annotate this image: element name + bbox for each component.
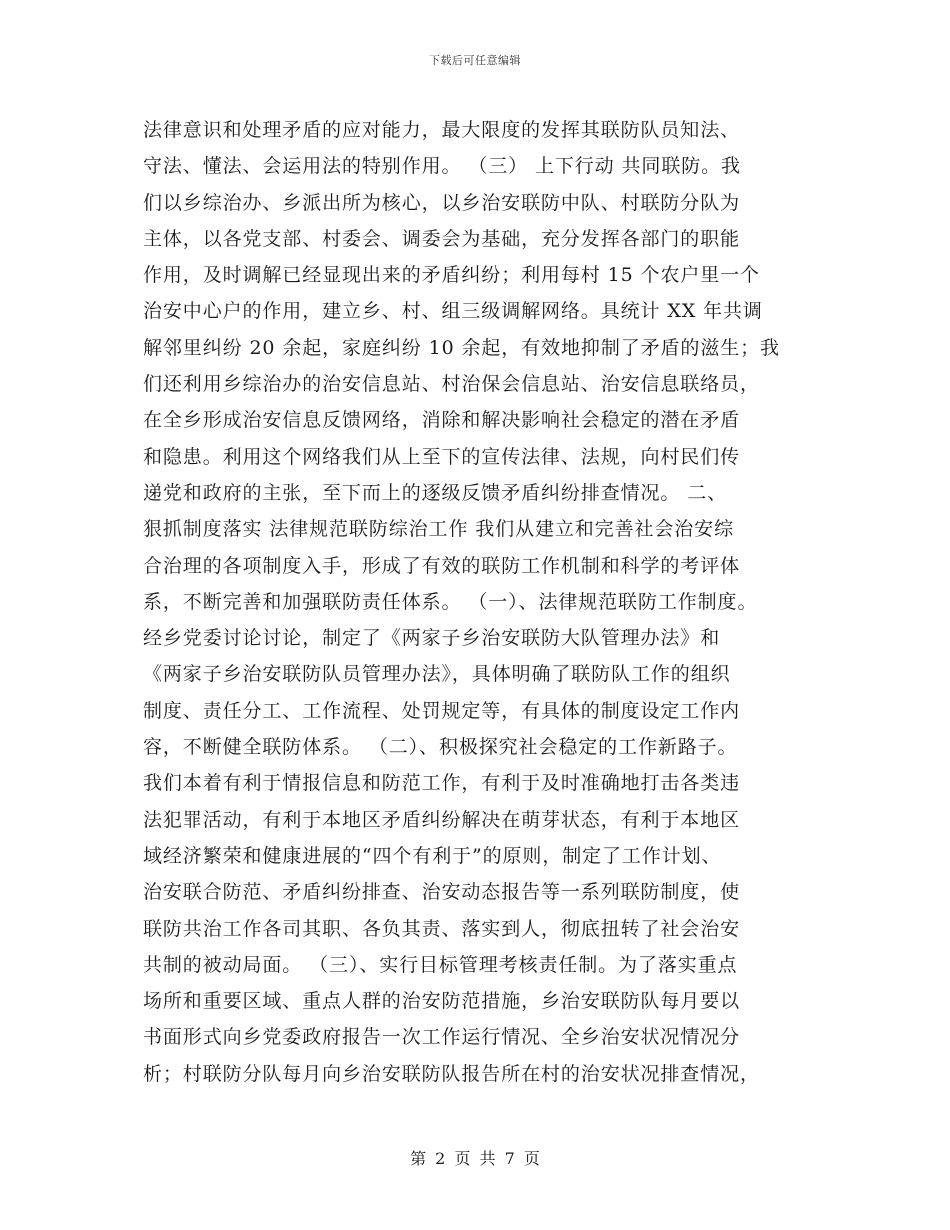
page-header: 下载后可任意编辑 — [429, 54, 521, 67]
text-line: 在全乡形成治安信息反馈网络，消除和解决影响社会稳定的潜在矛盾 — [143, 409, 741, 432]
text-line: 合治理的各项制度入手，形成了有效的联防工作机制和科学的考评体 — [143, 554, 741, 577]
text-line: 《两家子乡治安联防队员管理办法》，具体明确了联防队工作的组织 — [143, 663, 731, 686]
text-line: 狠抓制度落实 法律规范联防综治工作 我们从建立和完善社会治安综 — [143, 518, 734, 541]
text-line: 主体，以各党支部、村委会、调委会为基础，充分发挥各部门的职能 — [143, 227, 741, 250]
text-line: 系，不断完善和加强联防责任体系。 （一）、法律规范联防工作制度。 — [143, 590, 758, 613]
text-line: 联防共治工作各司其职、各负其责、落实到人，彻底扭转了社会治安 — [143, 917, 741, 940]
text-line: 作用，及时调解已经显现出来的矛盾纠纷；利用每村 15 个农户里一个 — [143, 264, 760, 287]
text-line: 共制的被动局面。 （三）、实行目标管理考核责任制。为了落实重点 — [143, 953, 738, 976]
text-line: 书面形式向乡党委政府报告一次工作运行情况、全乡治安状况情况分 — [143, 1026, 741, 1049]
page-number-footer: 第 2 页 共 7 页 — [410, 1149, 540, 1168]
document-body — [143, 112, 823, 1092]
text-line: 法犯罪活动，有利于本地区矛盾纠纷解决在萌芽状态，有利于本地区 — [143, 808, 741, 831]
text-line: 治安中心户的作用，建立乡、村、组三级调解网络。具统计 XX 年共调 — [143, 300, 763, 323]
text-line: 法律意识和处理矛盾的应对能力，最大限度的发挥其联防队员知法、 — [143, 119, 741, 141]
text-line: 域经济繁荣和健康进展的“四个有利于”的原则，制定了工作计划、 — [143, 844, 722, 867]
text-line: 们以乡综治办、乡派出所为核心，以乡治安联防中队、村联防分队为 — [143, 191, 741, 214]
text-line: 经乡党委讨论讨论，制定了《两家子乡治安联防大队管理办法》和 — [143, 627, 721, 650]
text-line: 析；村联防分队每月向乡治安联防队报告所在村的治安状况排查情况， — [143, 1062, 760, 1085]
text-line: 治安联合防范、矛盾纠纷排查、治安动态报告等一系列联防制度，使 — [143, 881, 741, 904]
text-line: 守法、懂法、会运用法的特别作用。 （三） 上下行动 共同联防。我 — [143, 155, 741, 178]
text-line: 容，不断健全联防体系。 （二）、积极探究社会稳定的工作新路子。 — [143, 736, 738, 759]
text-line: 和隐患。利用这个网络我们从上至下的宣传法律、法规，向村民们传 — [143, 445, 741, 468]
text-line: 制度、责任分工、工作流程、处罚规定等，有具体的制度设定工作内 — [143, 699, 741, 722]
text-line: 场所和重要区域、重点人群的治安防范措施，乡治安联防队每月要以 — [143, 990, 741, 1013]
text-line: 递党和政府的主张，至下而上的逐级反馈矛盾纠纷排查情况。 二、 — [143, 481, 728, 504]
text-line: 解邻里纠纷 20 余起，家庭纠纷 10 余起，有效地抑制了矛盾的滋生；我 — [143, 336, 780, 359]
text-line: 们还利用乡综治办的治安信息站、村治保会信息站、治安信息联络员， — [143, 373, 760, 396]
text-line: 我们本着有利于情报信息和防范工作，有利于及时准确地打击各类违 — [143, 772, 741, 795]
